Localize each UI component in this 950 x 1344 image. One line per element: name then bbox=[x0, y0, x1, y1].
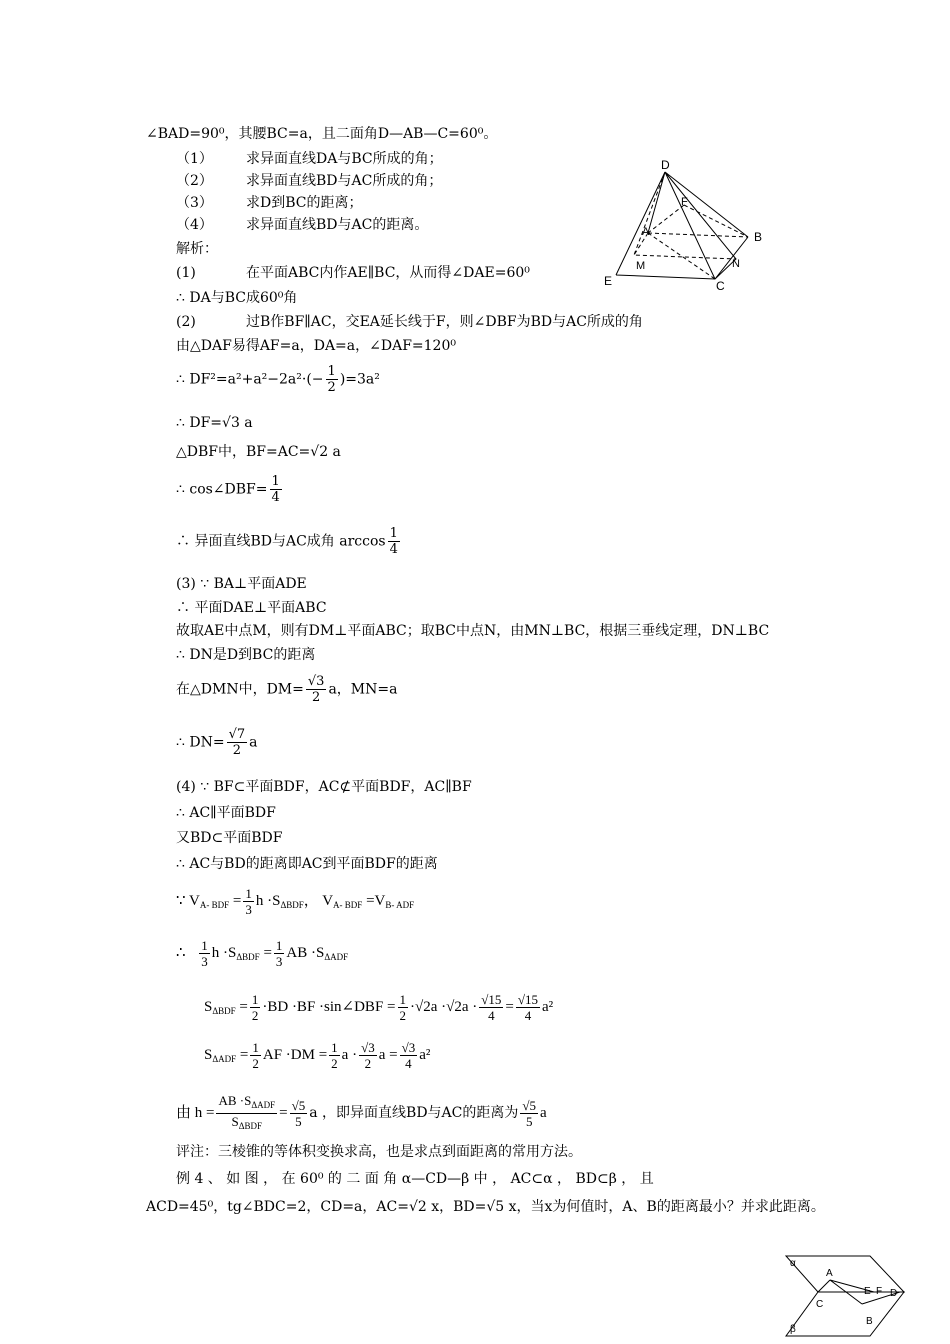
numerator: 1 bbox=[251, 992, 259, 1007]
label-d: D bbox=[661, 158, 670, 172]
formula-text: ， V bbox=[303, 892, 334, 909]
den-text: S bbox=[231, 1114, 239, 1129]
label-b: B bbox=[866, 1316, 873, 1327]
dashed-edges bbox=[634, 172, 748, 279]
analysis-label: 解析： bbox=[176, 241, 218, 257]
formula-text: AB ·S bbox=[286, 944, 325, 961]
subscript: ΔBDF bbox=[280, 899, 304, 910]
formula-text: = bbox=[239, 998, 248, 1015]
formula-text: a = bbox=[378, 1046, 398, 1063]
formula-text: S bbox=[204, 998, 213, 1015]
formula-text: ∴ DN= bbox=[176, 734, 225, 751]
denominator: 3 bbox=[201, 954, 208, 969]
step-4-parallel: ∴ AC∥平面BDF bbox=[176, 805, 276, 821]
subscript: ΔADF bbox=[324, 951, 349, 962]
num-text: AB ·S bbox=[218, 1093, 252, 1108]
fraction bbox=[227, 727, 248, 758]
question-3 bbox=[176, 194, 363, 212]
formula-text: =V bbox=[362, 892, 386, 909]
example-4-line-2: ACD=45⁰，tg∠BDC=2，CD=a，AC=√2 x，BD=√5 x，当x为何值时，A、B的距离最小？并求此距离。 bbox=[146, 1199, 825, 1215]
step-2-daf: 由△DAF易得AF=a，DA=a，∠DAF=120⁰ bbox=[176, 338, 456, 354]
numerator: 1 bbox=[331, 1040, 338, 1055]
numerator: √5 bbox=[291, 1098, 306, 1113]
denominator: 2 bbox=[252, 1056, 259, 1071]
dn-formula bbox=[176, 727, 257, 758]
formula-text: S bbox=[204, 1046, 213, 1063]
fraction bbox=[216, 1093, 277, 1134]
fraction bbox=[270, 474, 282, 505]
formula-text: = bbox=[279, 1104, 288, 1121]
numerator: 1 bbox=[252, 1040, 259, 1055]
question-2 bbox=[176, 172, 443, 190]
fraction bbox=[243, 886, 254, 917]
label-e: E bbox=[864, 1286, 871, 1297]
step-1-result: ∴ DA与BC成60⁰角 bbox=[176, 290, 298, 306]
dihedral-figure bbox=[778, 1252, 918, 1340]
formula-text: = bbox=[505, 998, 514, 1015]
fraction bbox=[326, 364, 338, 395]
numerator: √5 bbox=[522, 1098, 537, 1113]
subscript: ΔBDF bbox=[238, 1121, 263, 1131]
step-text: 过B作BF∥AC，交EA延长线于F，则∠DBF为BD与AC所成的角 bbox=[246, 314, 643, 330]
numerator: 1 bbox=[275, 938, 283, 953]
angle-result bbox=[176, 526, 402, 557]
formula-text: 由 h = bbox=[176, 1104, 215, 1121]
volume-formula bbox=[176, 886, 414, 917]
formula-text: ·BD ·BF ·sin∠DBF = bbox=[262, 998, 396, 1015]
formula-text: AF ·DM = bbox=[262, 1046, 328, 1063]
fraction bbox=[400, 1040, 418, 1071]
label-e: E bbox=[604, 274, 613, 288]
step-3-plane: ∴ 平面DAE⊥平面ABC bbox=[176, 600, 327, 616]
denominator: 2 bbox=[251, 1008, 259, 1023]
denominator: 4 bbox=[271, 490, 280, 505]
intro-line: ∠BAD=90⁰，其腰BC=a，且二面角D—AB—C=60⁰。 bbox=[146, 126, 498, 142]
denominator bbox=[216, 1114, 277, 1134]
q-text: 求异面直线BD与AC所成的角； bbox=[246, 173, 443, 189]
denominator: 4 bbox=[405, 1056, 412, 1071]
formula-text: 在△DMN中，DM= bbox=[176, 681, 304, 698]
formula-text: a² bbox=[419, 1046, 431, 1063]
step-3: (3) ∵ BA⊥平面ADE bbox=[176, 576, 307, 592]
label-beta: β bbox=[790, 1324, 796, 1335]
formula-text: a · bbox=[341, 1046, 358, 1063]
formula-text: a bbox=[540, 1104, 547, 1121]
area-bdf-formula bbox=[204, 992, 553, 1023]
fraction bbox=[250, 992, 261, 1023]
plane-beta bbox=[786, 1292, 904, 1336]
denominator: 2 bbox=[399, 1008, 406, 1023]
denominator: 3 bbox=[245, 902, 252, 917]
step-4-bd: 又BD⊂平面BDF bbox=[176, 830, 283, 846]
pyramid-figure bbox=[598, 155, 773, 295]
fraction bbox=[520, 1098, 538, 1129]
formula-text: a² bbox=[542, 998, 554, 1015]
q-num: （1） bbox=[176, 151, 213, 167]
step-4-distance: ∴ AC与BD的距离即AC到平面BDF的距离 bbox=[176, 856, 438, 872]
step-num: (2) bbox=[176, 314, 196, 330]
question-1 bbox=[176, 150, 443, 168]
subscript: ΔADF bbox=[251, 1100, 276, 1110]
subscript: ΔADF bbox=[212, 1053, 237, 1064]
fraction bbox=[388, 526, 400, 557]
label-n: N bbox=[732, 258, 740, 270]
numerator: √3 bbox=[401, 1040, 416, 1055]
height-formula bbox=[176, 1093, 547, 1134]
numerator: √15 bbox=[481, 992, 502, 1007]
formula-text: a ，即异面直线BD与AC的距离为 bbox=[309, 1104, 519, 1121]
label-a: A bbox=[826, 1268, 833, 1279]
subscript: ΔBDF bbox=[212, 1005, 236, 1016]
label-c: C bbox=[816, 1299, 824, 1310]
example-4-line-1: 例 4 、 如 图 ， 在 60⁰ 的 二 面 角 α—CD—β 中 ， AC⊂α ， BD⊂β ， 且 bbox=[176, 1171, 654, 1187]
q-num: （3） bbox=[176, 195, 213, 211]
numerator: √3 bbox=[307, 674, 325, 689]
numerator: √7 bbox=[228, 727, 246, 742]
dmn-formula bbox=[176, 674, 397, 705]
label-m: M bbox=[636, 260, 646, 272]
formula-text: h ·S bbox=[211, 944, 237, 961]
subscript: ΔBDF bbox=[236, 951, 260, 962]
question-4 bbox=[176, 216, 429, 234]
df-formula: ∴ DF=√3 a bbox=[176, 415, 253, 431]
denominator: 2 bbox=[327, 380, 336, 395]
fraction bbox=[329, 1040, 340, 1071]
formula-text: ∴ 异面直线BD与AC成角 arccos bbox=[176, 533, 386, 550]
fraction bbox=[199, 938, 210, 969]
formula-text: = bbox=[232, 892, 242, 909]
numerator: 1 bbox=[389, 526, 398, 541]
numerator: 1 bbox=[201, 938, 208, 953]
numerator: 1 bbox=[271, 474, 280, 489]
volume-equation bbox=[176, 938, 348, 969]
numerator: √15 bbox=[517, 992, 539, 1007]
denominator: 2 bbox=[232, 743, 241, 758]
step-4: (4) ∵ BF⊂平面BDF，AC⊄平面BDF，AC∥BF bbox=[176, 779, 472, 795]
formula-text: )=3a² bbox=[339, 371, 380, 388]
fraction bbox=[516, 992, 540, 1023]
formula-text: ·√2a ·√2a · bbox=[410, 998, 478, 1015]
formula-text: ∴ DF²=a²+a²−2a²·(− bbox=[176, 371, 324, 388]
label-alpha: α bbox=[790, 1258, 796, 1269]
fraction bbox=[398, 992, 409, 1023]
subscript: A- BDF bbox=[333, 899, 363, 910]
q-num: （2） bbox=[176, 173, 213, 189]
formula-text: h ·S bbox=[255, 892, 281, 909]
label-d: D bbox=[890, 1288, 898, 1299]
denominator: 4 bbox=[389, 542, 398, 557]
formula-text: ∴ bbox=[176, 944, 186, 961]
step-text: 在平面ABC内作AE∥BC，从而得∠DAE=60⁰ bbox=[246, 265, 530, 281]
denominator: 3 bbox=[275, 954, 283, 969]
formula-text: a，MN=a bbox=[328, 681, 398, 698]
dbf-line: △DBF中，BF=AC=√2 a bbox=[176, 444, 341, 460]
denominator: 4 bbox=[488, 1008, 495, 1023]
q-num: （4） bbox=[176, 217, 213, 233]
denominator: 5 bbox=[525, 1114, 533, 1129]
denominator: 4 bbox=[524, 1008, 532, 1023]
label-c: C bbox=[716, 279, 725, 293]
formula-text: = bbox=[263, 944, 272, 961]
denominator: 5 bbox=[295, 1114, 302, 1129]
step-2 bbox=[176, 313, 643, 331]
fraction bbox=[274, 938, 285, 969]
formula-text: ∵ V bbox=[176, 892, 200, 909]
label-a: A bbox=[642, 226, 650, 238]
q-text: 求D到BC的距离； bbox=[246, 195, 363, 211]
numerator: 1 bbox=[245, 886, 252, 901]
cos-formula bbox=[176, 474, 284, 505]
numerator: 1 bbox=[399, 992, 406, 1007]
label-b: B bbox=[754, 230, 763, 244]
formula-text: ∴ cos∠DBF= bbox=[176, 481, 268, 498]
numerator: √3 bbox=[361, 1040, 375, 1055]
formula-text: a bbox=[249, 734, 258, 751]
denominator: 2 bbox=[331, 1056, 338, 1071]
numerator: 1 bbox=[327, 364, 336, 379]
comment: 评注：三棱锥的等体积变换求高，也是求点到面距离的常用方法。 bbox=[176, 1144, 582, 1160]
numerator bbox=[216, 1093, 277, 1114]
df-squared-formula bbox=[176, 364, 380, 395]
step-3-construction: 故取AE中点M，则有DM⊥平面ABC；取BC中点N，由MN⊥BC，根据三垂线定理，DN⊥BC bbox=[176, 623, 770, 639]
step-num: (1) bbox=[176, 265, 196, 281]
denominator: 2 bbox=[312, 690, 321, 705]
step-3-conclusion: ∴ DN是D到BC的距离 bbox=[176, 647, 316, 663]
subscript: A- BDF bbox=[199, 899, 230, 910]
subscript: B- ADF bbox=[385, 899, 415, 910]
fraction bbox=[359, 1040, 377, 1071]
fraction bbox=[306, 674, 327, 705]
denominator: 2 bbox=[364, 1056, 372, 1071]
label-f: F bbox=[876, 1286, 883, 1297]
q-text: 求异面直线DA与BC所成的角； bbox=[246, 151, 443, 167]
label-f: F bbox=[681, 196, 688, 208]
area-adf-formula bbox=[204, 1040, 430, 1071]
step-1 bbox=[176, 264, 530, 282]
fraction bbox=[250, 1040, 261, 1071]
formula-text: = bbox=[239, 1046, 249, 1063]
plane-alpha bbox=[786, 1256, 904, 1292]
fraction bbox=[479, 992, 503, 1023]
fraction bbox=[290, 1098, 308, 1129]
q-text: 求异面直线BD与AC的距离。 bbox=[246, 217, 429, 233]
